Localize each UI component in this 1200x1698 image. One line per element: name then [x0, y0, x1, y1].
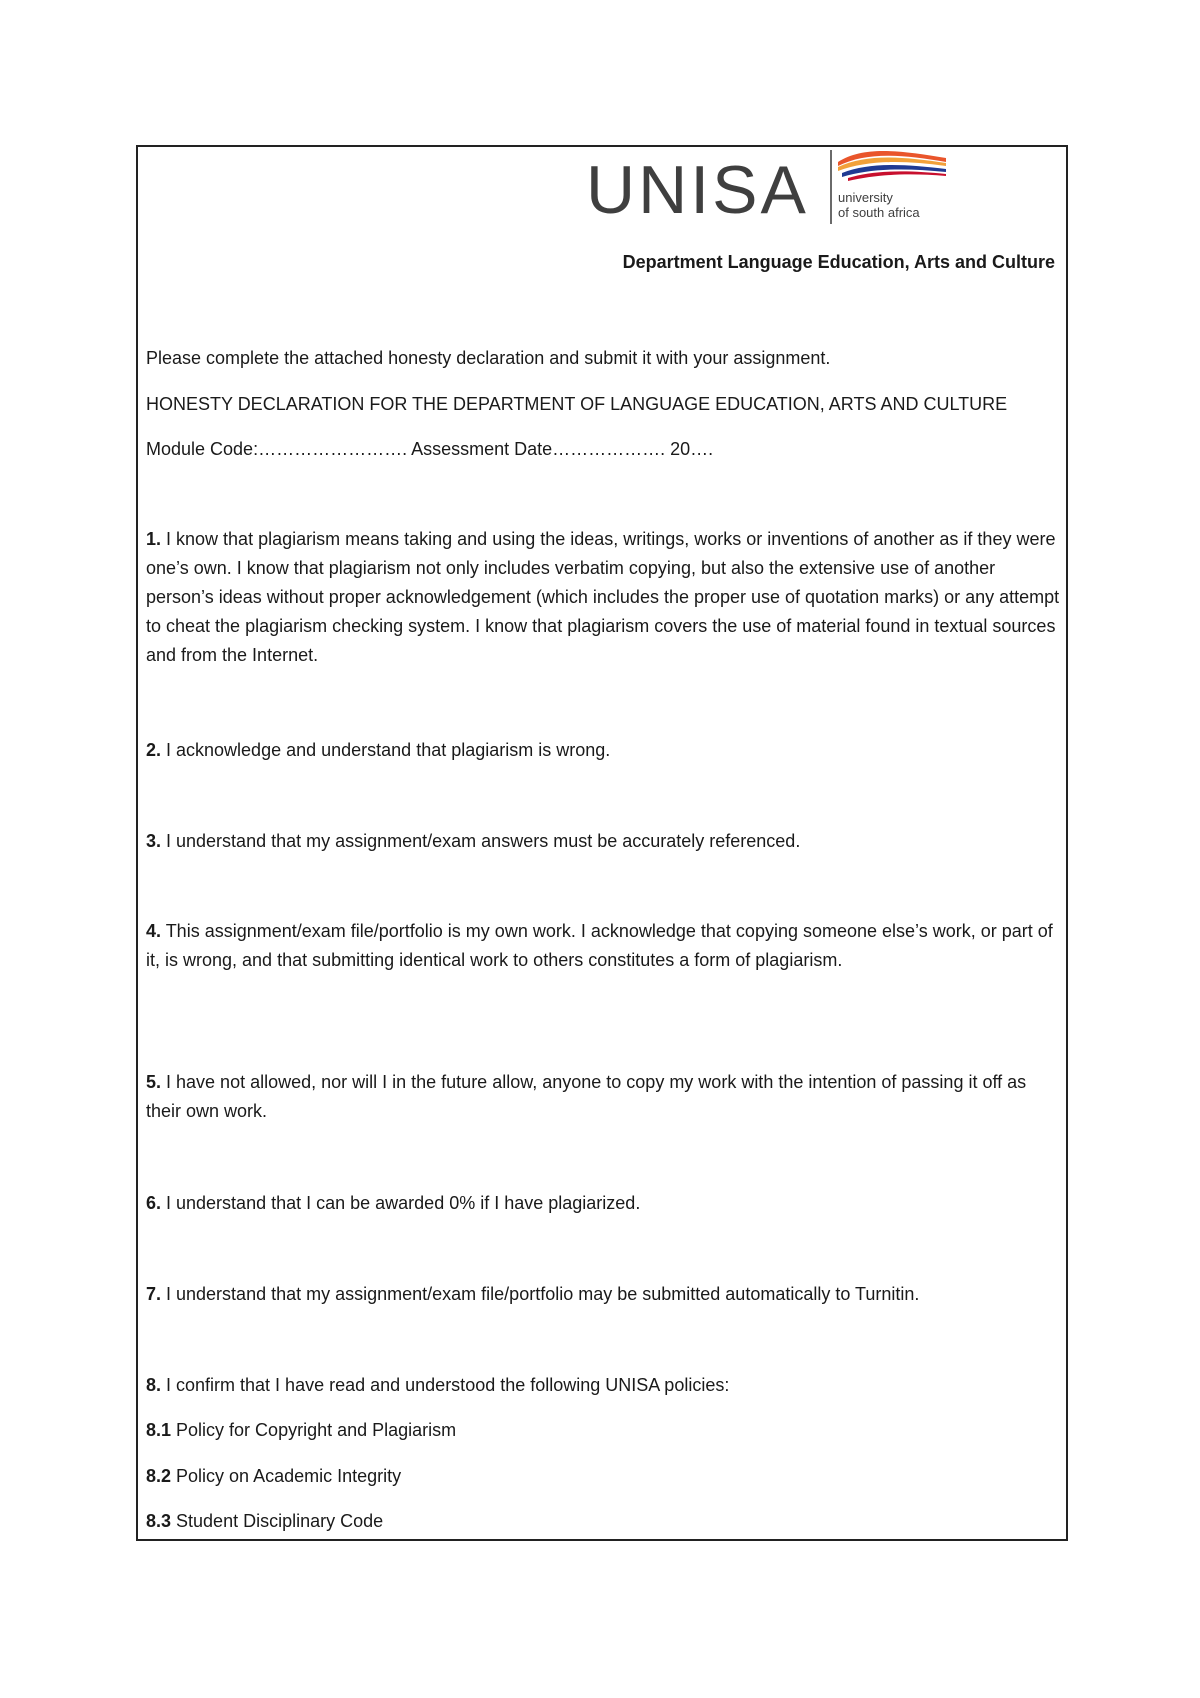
item-text: I understand that I can be awarded 0% if I have plagiarized.: [161, 1193, 641, 1213]
item-text: I understand that my assignment/exam answers must be accurately referenced.: [161, 831, 801, 851]
list-item-4: [146, 917, 1064, 975]
department-title: Department Language Education, Arts and Culture: [622, 252, 1055, 272]
item-text: I confirm that I have read and understood the following UNISA policies:: [161, 1375, 730, 1395]
item-number: 2.: [146, 740, 162, 760]
unisa-logo: [586, 148, 946, 228]
list-item-5: [146, 1068, 1064, 1126]
flag-swoosh-icon: [838, 148, 948, 184]
policy-number: 8.3: [146, 1511, 172, 1531]
item-number: 5.: [146, 1072, 162, 1092]
policy-text: Student Disciplinary Code: [171, 1511, 384, 1531]
item-number: 4.: [146, 921, 162, 941]
list-item-2: [146, 736, 610, 765]
policy-item-8-2: [146, 1462, 401, 1491]
item-number: 1.: [146, 529, 162, 549]
policy-item-8-3: [146, 1507, 383, 1536]
item-text: This assignment/exam file/portfolio is my own work. I acknowledge that copying someone else’s work, or part of it, is wrong, and that submitting identical work to others constitutes a form of plagiarism.: [146, 921, 1053, 970]
list-item-7: [146, 1280, 919, 1309]
logo-divider: [830, 150, 832, 224]
instruction-text: Please complete the attached honesty declaration and submit it with your assignment.: [146, 348, 831, 368]
item-number: 6.: [146, 1193, 162, 1213]
list-item-3: [146, 827, 800, 856]
declaration-heading: HONESTY DECLARATION FOR THE DEPARTMENT OF LANGUAGE EDUCATION, ARTS AND CULTURE: [146, 394, 1008, 414]
list-item-1: [146, 525, 1064, 670]
item-number: 3.: [146, 831, 162, 851]
item-text: I know that plagiarism means taking and using the ideas, writings, works or inventions of another as if they were one’s own. I know that plagiarism not only includes verbatim copying, but also the extensive use of another person’s ideas without proper acknowledgement (which includes the proper use of quotation marks) or any attempt to cheat the plagiarism checking system. I know that plagiarism covers the use of material found in textual sources and from the Internet.: [146, 529, 1060, 665]
item-text: I have not allowed, nor will I in the future allow, anyone to copy my work with the intention of passing it off as their own work.: [146, 1072, 1027, 1121]
list-item-6: [146, 1189, 640, 1218]
policy-text: Policy for Copyright and Plagiarism: [171, 1420, 457, 1440]
logo-subtitle-line1: university: [838, 190, 893, 205]
policy-item-8-1: [146, 1416, 456, 1445]
policy-text: Policy on Academic Integrity: [171, 1466, 402, 1486]
module-code-line: Module Code:……………………. Assessment Date………………. 20….: [146, 439, 714, 459]
item-number: 7.: [146, 1284, 162, 1304]
policy-number: 8.2: [146, 1466, 172, 1486]
logo-subtitle: [838, 190, 920, 220]
list-item-8: [146, 1371, 729, 1400]
item-text: I understand that my assignment/exam file/portfolio may be submitted automatically to Turnitin.: [161, 1284, 920, 1304]
policy-number: 8.1: [146, 1420, 172, 1440]
logo-subtitle-line2: of south africa: [838, 205, 920, 220]
item-number: 8.: [146, 1375, 162, 1395]
logo-wordmark: UNISA: [586, 152, 809, 228]
item-text: I acknowledge and understand that plagiarism is wrong.: [161, 740, 611, 760]
